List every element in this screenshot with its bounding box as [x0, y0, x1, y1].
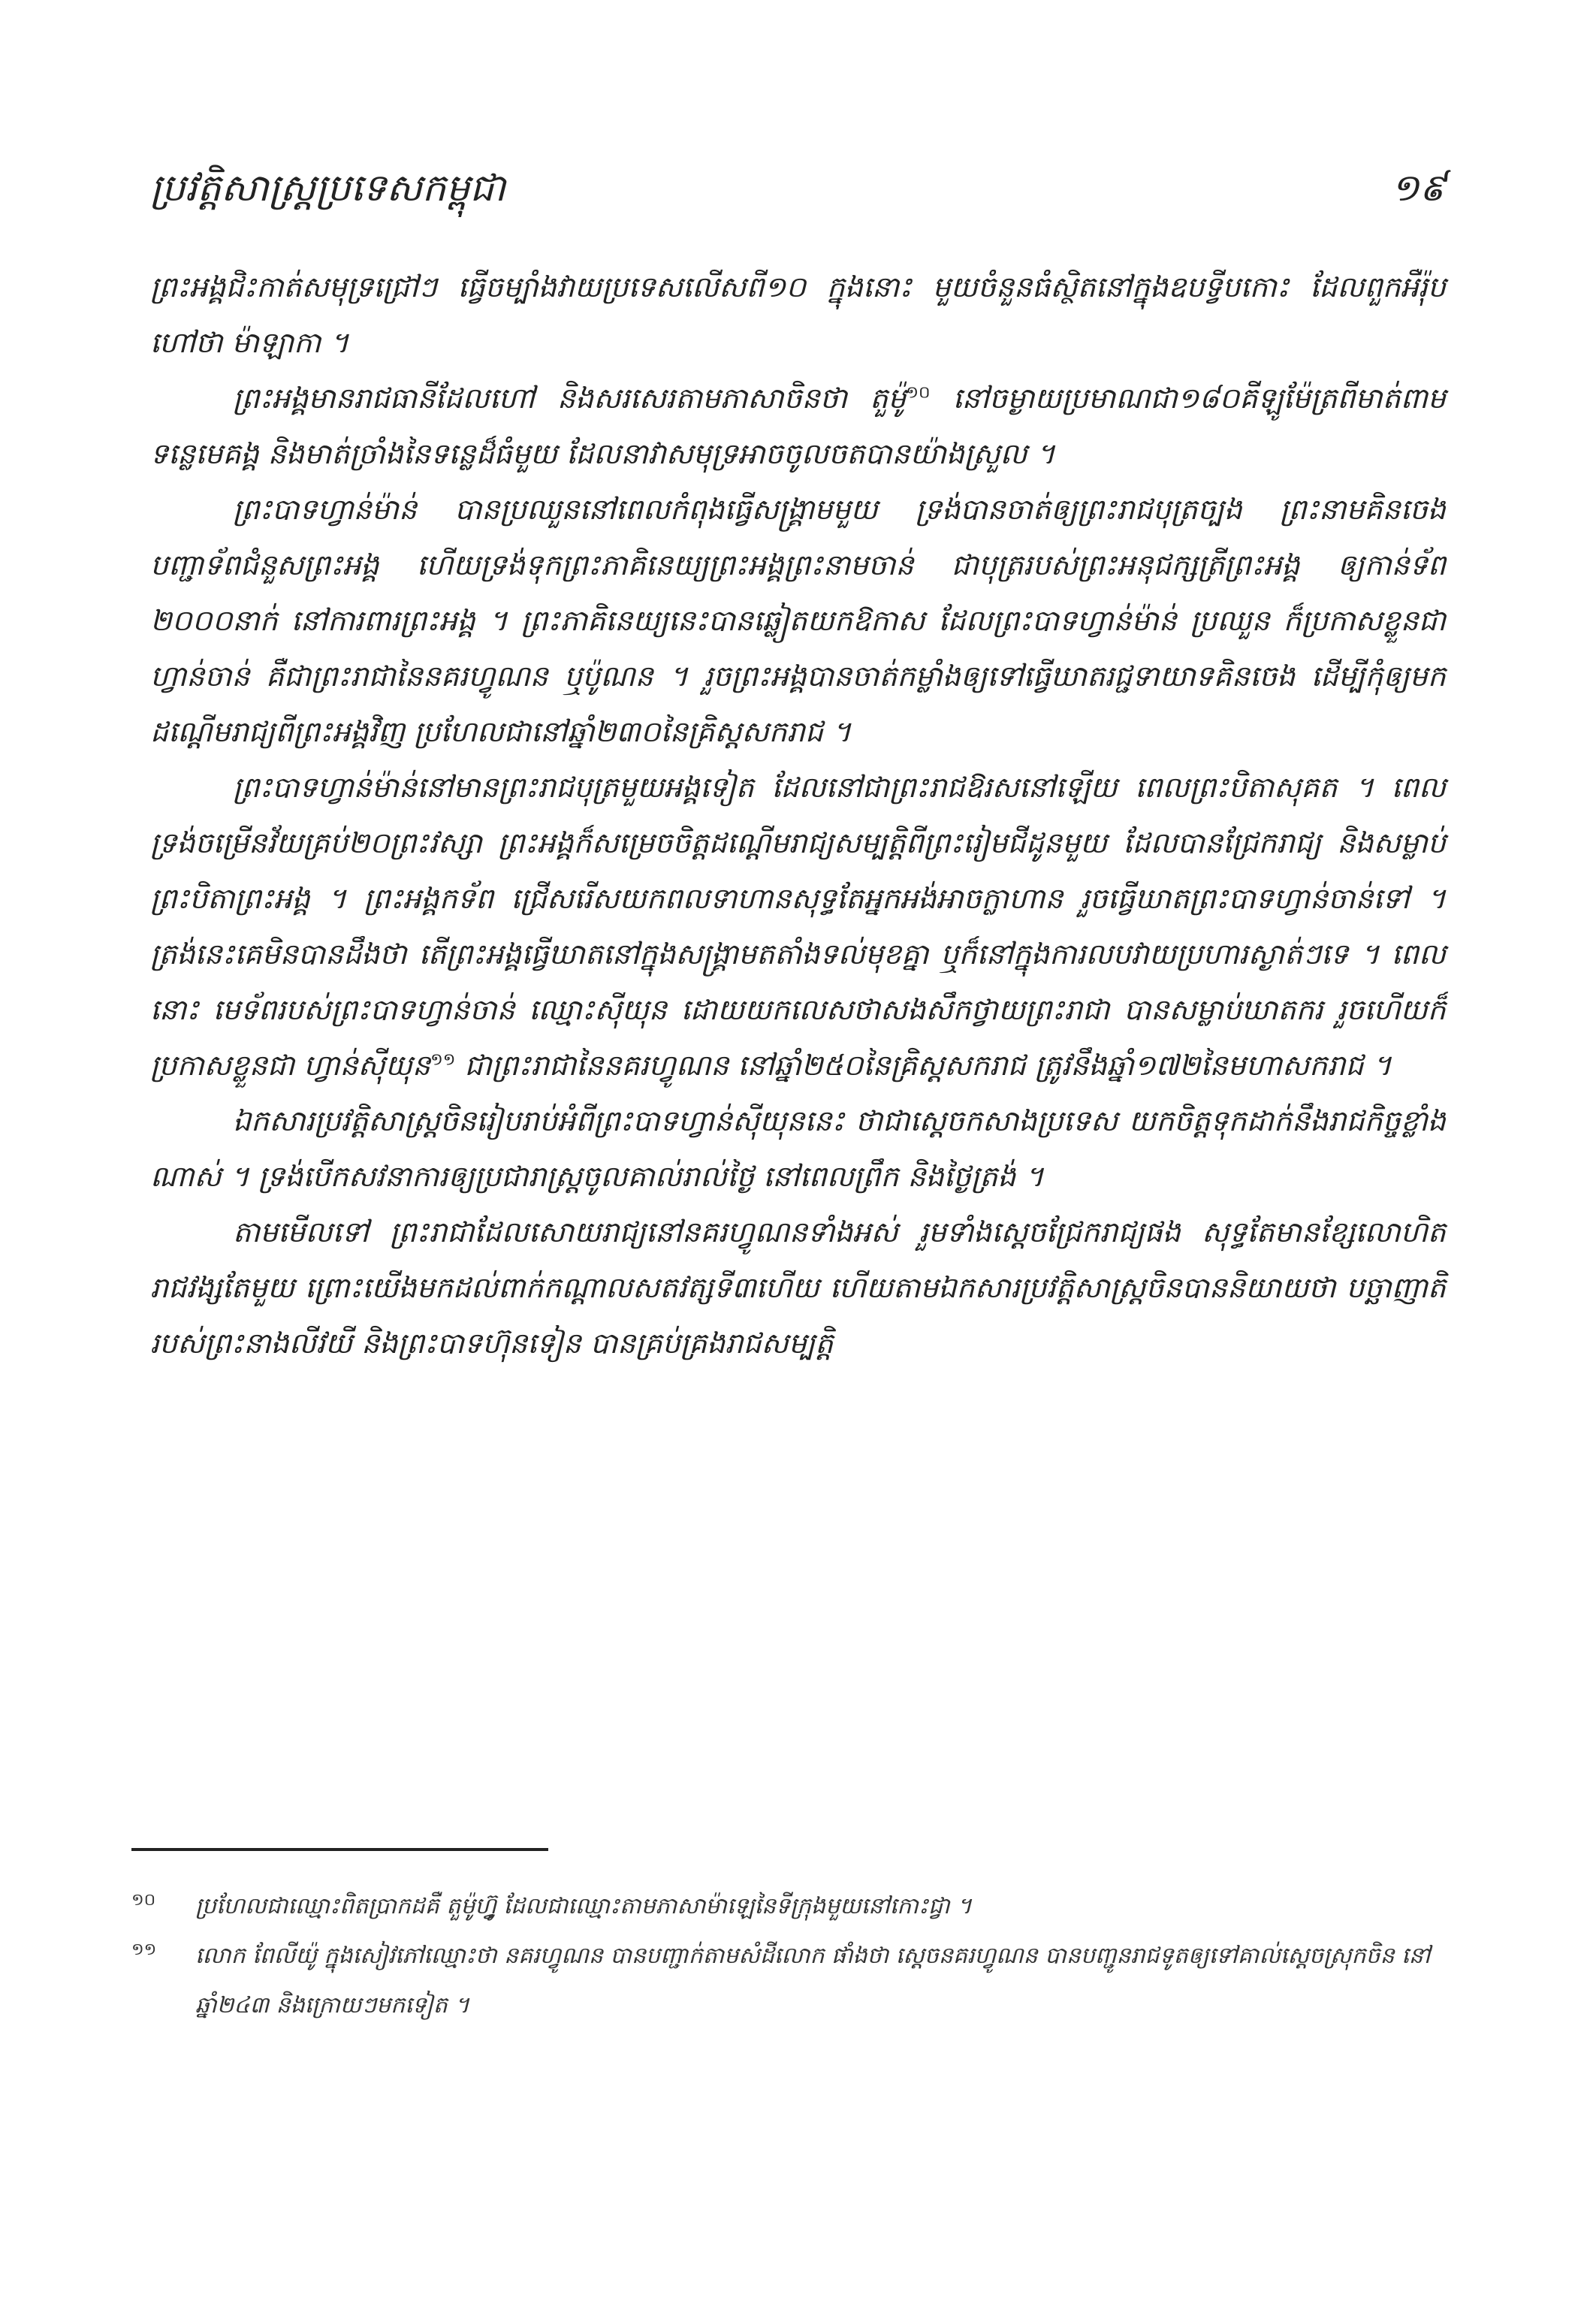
- paragraph-text: ជាព្រះរាជានៃនគរហ្វូណន នៅឆ្នាំ២៥០នៃគ្រិស្តសករាជ ត្រូវនឹងឆ្នាំ១៧២នៃមហាសករាជ ។: [455, 1049, 1392, 1082]
- footnote: ១១ លោក ពែលីយ៉ូ ក្នុងសៀវភៅឈ្មោះថា នគរហ្វូណន បានបញ្ជាក់តាមសំដីលោក ផាំងថា ស្ដេចនគរហ្វូណន បានបញ្ជូនរាជទូតឲ្យទៅគាល់ស្ដេចស្រុកចិន នៅឆ្នាំ២៤៣ និងក្រោយៗមកទៀត ។: [131, 1940, 1431, 2019]
- paragraph: [150, 1093, 1446, 1204]
- header-title: ប្រវត្តិសាស្ត្រប្រទេសកម្ពុជា: [150, 166, 506, 210]
- paragraph-text: ព្រះបាទហ្វាន់ម៉ាន់នៅមានព្រះរាជបុត្រមួយអង្គទៀត ដែលនៅជាព្រះរាជឱរសនៅឡើយ ពេលព្រះបិតាសុគត ។ ពេលទ្រង់ចម្រើនវ័យគ្រប់២០ព្រះវស្សា ព្រះអង្គក៏សម្រេចចិត្តដណ្ដើមរាជ្យសម្បត្តិពីព្រះរៀមជីដូនមួយ ដែលបានជ្រែករាជ្យ និងសម្លាប់ព្រះបិតាព្រះអង្គ ។ ព្រះអង្គកទ័ព ជ្រើសរើសយកពលទាហានសុទ្ធតែអ្នកអង់អាចក្លាហាន រួចធ្វើឃាតព្រះបាទហ្វាន់ចាន់ទៅ ។ ត្រង់នេះគេមិនបានដឹងថា តើព្រះអង្គធ្វើឃាតនៅក្នុងសង្គ្រាមតតាំងទល់មុខគ្នា ឬក៏នៅក្នុងការលបវាយប្រហារស្ងាត់ៗទេ ។ ពេលនោះ មេទ័ពរបស់ព្រះបាទហ្វាន់ចាន់ ឈ្មោះស៊ីយុន ដោយយកលេសថាសងសឹកថ្វាយព្រះរាជា បានសម្លាប់ឃាតករ រួចហើយក៏ប្រកាសខ្លួនជា ហ្វាន់ស៊ីយុន: [150, 771, 1446, 1082]
- paragraph-text: តាមមើលទៅ ព្រះរាជាដែលសោយរាជ្យនៅនគរហ្វូណនទាំងអស់ រួមទាំងស្ដេចជ្រែករាជ្យផង សុទ្ធតែមានខ្សែលោហិតរាជវង្សតែមួយ ព្រោះយើងមកដល់ពាក់កណ្ដាលសតវត្សទី៣ហើយ ហើយតាមឯកសារប្រវត្តិសាស្ត្រចិនបាននិយាយថា បច្ឆាញាតិរបស់ព្រះនាងលីវយី និងព្រះបាទហ៊ុនទៀន បានគ្រប់គ្រងរាជសម្បត្តិ: [150, 1215, 1446, 1360]
- paragraph: [150, 482, 1446, 759]
- paragraph: [150, 1204, 1446, 1371]
- paragraph-text: ព្រះអង្គជិះកាត់សមុទ្រជ្រៅៗ ធ្វើចម្បាំងវាយប្រទេសលើសពី១០ ក្នុងនោះ មួយចំនួនធំស្ថិតនៅក្នុងឧបទ្វីបកោះ ដែលពួកអឺរ៉ុបហៅថា ម៉ាឡាកា ។: [150, 270, 1446, 359]
- footnote: ១០ ប្រហែលជាឈ្មោះពិតប្រាកដគឺ តួម៉ូហ្វ៊ូ ដែលជាឈ្មោះតាមភាសាម៉ាឡេនៃទីក្រុងមួយនៅកោះជ្វា ។: [131, 1891, 972, 1919]
- footnote-text: ប្រហែលជាឈ្មោះពិតប្រាកដគឺ តួម៉ូហ្វ៊ូ ដែលជាឈ្មោះតាមភាសាម៉ាឡេនៃទីក្រុងមួយនៅកោះជ្វា ។: [195, 1893, 972, 1919]
- footnote-text: លោក ពែលីយ៉ូ ក្នុងសៀវភៅឈ្មោះថា នគរហ្វូណន បានបញ្ជាក់តាមសំដីលោក ផាំងថា ស្ដេចនគរហ្វូណន បានបញ្ជូនរាជទូតឲ្យទៅគាល់ស្ដេចស្រុកចិន នៅឆ្នាំ២៤៣ និងក្រោយៗមកទៀត ។: [195, 1943, 1431, 2019]
- paragraph: [150, 259, 1446, 370]
- footnote-divider: [131, 1848, 548, 1851]
- paragraph-text: ព្រះអង្គមានរាជធានីដែលហៅ និងសរសេរតាមភាសាចិនថា តួម៉ូ: [233, 382, 907, 415]
- paragraph-text: ព្រះបាទហ្វាន់ម៉ាន់ បានប្រឈួននៅពេលកំពុងធ្វើសង្គ្រាមមួយ ទ្រង់បានចាត់ឲ្យព្រះរាជបុត្រច្បង ព្រះនាមគិនចេង បញ្ជាទ័ពជំនួសព្រះអង្គ ហើយទ្រង់ទុកព្រះភាគិនេយ្យព្រះអង្គព្រះនាមចាន់ ជាបុត្ររបស់ព្រះអនុជក្សត្រីព្រះអង្គ ឲ្យកាន់ទ័ព ២០០០នាក់ នៅការពារព្រះអង្គ ។ ព្រះភាគិនេយ្យនេះបានឆ្លៀតយកឱកាស ដែលព្រះបាទហ្វាន់ម៉ាន់ ប្រឈួន ក៏ប្រកាសខ្លួនជា ហ្វាន់ចាន់ គឺជាព្រះរាជានៃនគរហ្វូណន ឬប៉ូណន ។ រួចព្រះអង្គបានចាត់កម្លាំងឲ្យទៅធ្វើឃាតរជ្ជទាយាទគិនចេង ដើម្បីកុំឲ្យមកដណ្ដើមរាជ្យពីព្រះអង្គវិញ ប្រហែលជានៅឆ្នាំ២៣០នៃគ្រិស្តសករាជ ។: [150, 493, 1446, 748]
- paragraph: [150, 759, 1446, 1093]
- body-text: [150, 259, 1446, 1371]
- running-header: [150, 154, 1446, 222]
- footnotes: [131, 1882, 1446, 2031]
- page-number: ១៩: [1390, 166, 1446, 210]
- paragraph-text: នៅចម្ងាយប្រមាណជា១៨០គីឡូម៉ែត្រពីមាត់ពាមទន្លេមេគង្គ និងមាត់ច្រាំងនៃទន្លេដ៏ធំមួយ ដែលនាវាសមុទ្រអាចចូលចតបានយ៉ាងស្រួល ។: [150, 382, 1447, 470]
- footnote-reference[interactable]: ១០: [906, 383, 931, 403]
- footnote-reference[interactable]: ១១: [430, 1050, 456, 1070]
- paragraph: [150, 370, 1446, 482]
- paragraph-text: ឯកសារប្រវត្តិសាស្ត្រចិនរៀបរាប់អំពីព្រះបាទហ្វាន់ស៊ីយុននេះ ថាជាស្ដេចកសាងប្រទេស យកចិត្តទុកដាក់នឹងរាជកិច្ចខ្លាំងណាស់ ។ ទ្រង់បើកសវនាការឲ្យប្រជារាស្ត្រចូលគាល់រាល់ថ្ងៃ នៅពេលព្រឹក និងថ្ងៃត្រង់ ។: [150, 1104, 1446, 1193]
